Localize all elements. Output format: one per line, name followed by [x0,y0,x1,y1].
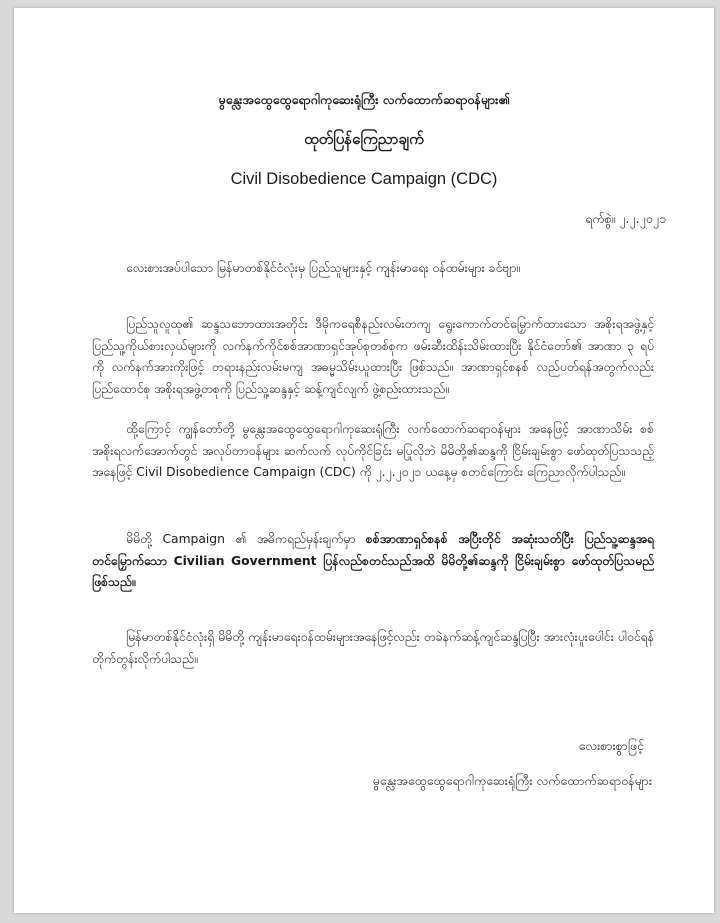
paragraph-salutation: လေးစားအပ်ပါသော မြန်မာတစ်နိုင်ငံလုံးမှ ပြည်သူများနှင့် ကျန်းမာရေး ဝန်ထမ်းများ ခင်ဗျာ။ [126,261,521,275]
paragraph-declaration: ထို့ကြောင့် ကျွန်တော်တို့ မွန္လေးအထွေထွေရောဂါကုဆေးရုံကြီး လက်ထောက်ဆရာဝန်များ အနေဖြင့် အာဏာသိမ်း စစ်အစိုးရလက်အောက်တွင် အလုပ်တာဝန်များ ဆက်လက် လုပ်ကိုင်ခြင်း မပြုလိုဘဲ မိမိတို့၏ဆန္ဒကို ငြိမ်းချမ်းစွာ ဖော်ထုတ်ပြသသည့်အနေဖြင့် Civil Disobedience Campaign (CDC) ကို ၂.၂.၂၀၂၁ ယနေ့မှ စတင်ကြောင်း ကြေညာလိုက်ပါသည်။ [92,422,654,479]
objective-bold: စစ်အာဏာရှင်စနစ် အပြီးတိုင် အဆုံးသတ်ပြီး ပြည်သူ့ဆန္ဒအရ တင်မြှောက်သော Civilian Government ပြန်လည်စတင်သည်အထိ မိမိတို့၏ဆန္ဒကို ငြိမ်းချမ်းစွာ ဖော်ထုတ်ပြသမည် ဖြစ်သည်။ [92,532,654,589]
document-subtitle: ထုတ်ပြန်ကြေညာချက် [304,130,424,148]
paragraph-situation: ပြည်သူလူထု၏ ဆန္ဒသဘောထားအတိုင်း ဒီမိုကရေစီနည်းလမ်းတကျ ရွေးကောက်တင်မြှောက်ထားသော အစိုးရအဖွဲ့နှင့် ပြည်သူ့ကိုယ်စားလှယ်များကို လက်နက်ကိုင်စစ်အာဏာရှင်အုပ်စုတစ်စုက ဖမ်းဆီးထိန်းသိမ်းထားပြီး နိုင်ငံတော်၏ အာဏာ ၃ ရပ်ကို လက်နက်အားကိုးဖြင့် တရားနည်းလမ်းမကျ အဓမ္မသိမ်းယူထားပြီး ဖြစ်သည်။ အာဏာရှင်စနစ် လည်ပတ်ရန်အတွက်လည်း ပြည်ထောင်စု အစိုးရအဖွဲ့တစုကို ပြည်သူ့ဆန္ဒနှင့် ဆန့်ကျင်လျက် ဖွဲ့စည်းထားသည်။ [92,317,654,396]
document-title: Civil Disobedience Campaign (CDC) [230,170,498,188]
objective-lead: မိမိတို့ Campaign ၏ အဓိကရည်မှန်းချက်မှာ [126,532,366,546]
signoff: လေးစားစွာဖြင့် [578,738,644,753]
header-org: မွန္လေးအထွေထွေရောဂါကုဆေးရုံကြီး လက်ထောက်ဆရာဝန်များ၏ [218,92,510,107]
document-page [14,8,714,913]
paragraph-objective [92,529,654,594]
paragraph-call-to-action: မြန်မာတစ်နိုင်ငံလုံးရှိ မိမိတို့ ကျန်းမာရေးဝန်ထမ်းများအနေဖြင့်လည်း တခဲနက်ဆန့်ကျင်ဆန္ဒပြပြီး အားလုံးပူးပေါင်း ပါဝင်ရန် တိုက်တွန်းလိုက်ပါသည်။ [92,630,654,666]
signature-org: မွန္လေးအထွေထွေရောဂါကုဆေးရုံကြီး လက်ထောက်ဆရာဝန်များ [372,773,652,788]
document-date: ရက်စွဲ။ ၂.၂.၂၀၂၁ [585,211,666,226]
